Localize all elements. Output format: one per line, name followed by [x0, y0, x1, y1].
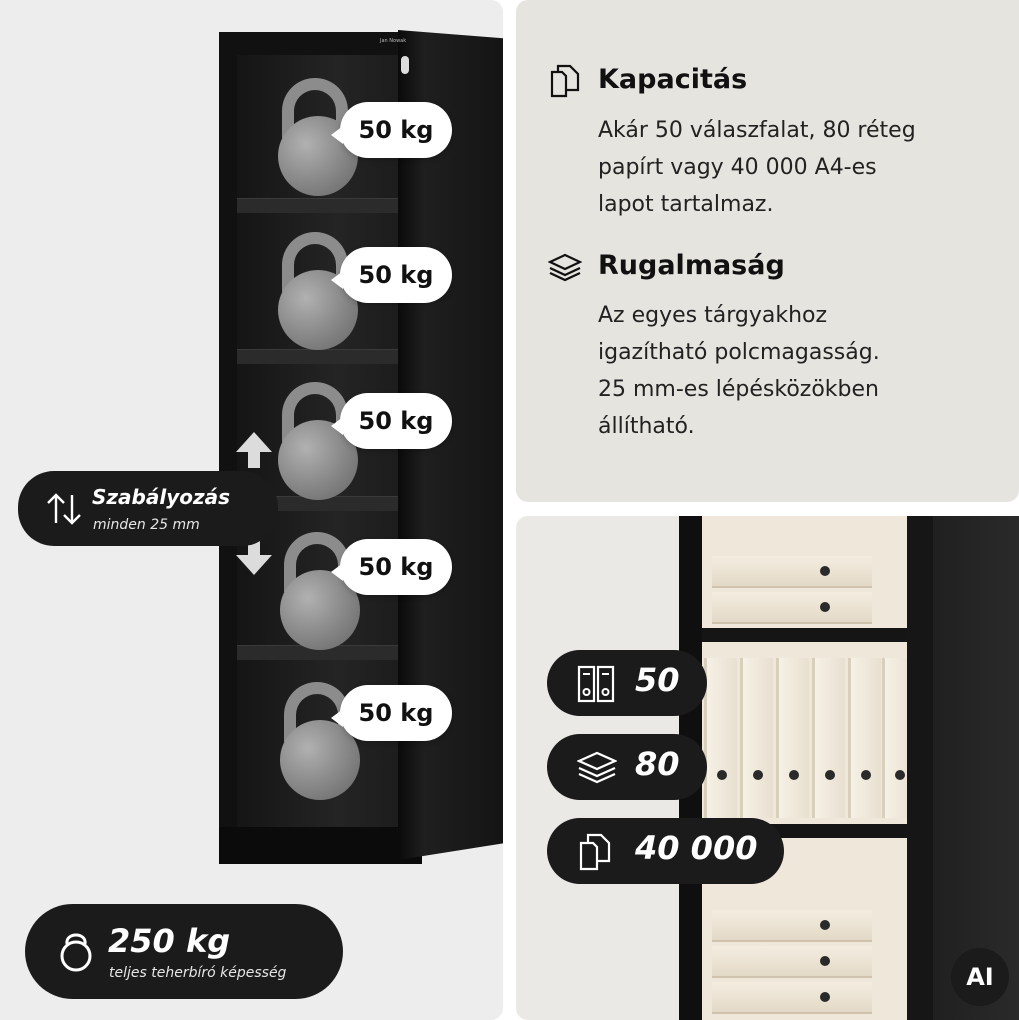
adjust-pill [18, 471, 278, 546]
stat-value: 50 [635, 661, 680, 699]
adjust-title: Szabályozás [92, 485, 231, 509]
ai-badge: AI [951, 948, 1009, 1006]
binder [848, 658, 881, 818]
cabinet-photo-rail [907, 516, 933, 1020]
archive-box [712, 982, 872, 1014]
archive-box [712, 592, 872, 624]
feature-title: Kapacitás [598, 64, 748, 95]
binders-icon [577, 665, 617, 703]
arrow-up-icon [234, 430, 274, 470]
archive-box [712, 910, 872, 942]
binder [812, 658, 845, 818]
layers-icon [548, 250, 582, 284]
cabinet-photo-door [933, 516, 1019, 1020]
stat-value: 80 [635, 745, 680, 783]
total-load-subtitle: teljes teherbíró képesség [109, 965, 287, 981]
up-down-arrows-icon [44, 489, 84, 529]
kettlebell-icon [57, 928, 95, 972]
shelf-load-label: 50 kg [340, 539, 452, 595]
total-load-pill [25, 904, 343, 999]
documents-icon [577, 833, 617, 871]
cabinet-plinth [219, 827, 422, 864]
documents-icon [548, 64, 582, 98]
sheets-stat-pill [547, 818, 784, 884]
shelf-load-label: 50 kg [340, 102, 452, 158]
brand-label: Jan Nowak [380, 38, 407, 44]
binder [704, 658, 737, 818]
door-lock [401, 56, 409, 74]
shelf-load-label: 50 kg [340, 393, 452, 449]
shelf [237, 198, 404, 213]
archive-box [712, 556, 872, 588]
total-load-value: 250 kg [108, 922, 231, 960]
layers-stat-pill [547, 734, 707, 800]
shelf [702, 628, 909, 642]
archive-box [712, 946, 872, 978]
feature-title: Rugalmaság [598, 250, 785, 281]
stack-icon [577, 749, 617, 787]
stat-value: 40 000 [635, 829, 758, 867]
shelf-load-label: 50 kg [340, 247, 452, 303]
binder [740, 658, 773, 818]
binders-stat-pill [547, 650, 707, 716]
binder [776, 658, 809, 818]
feature-description: Az egyes tárgyakhoz igazítható polcmagasság. 25 mm-es lépésközökben állítható. [598, 303, 880, 439]
adjust-subtitle: minden 25 mm [93, 517, 200, 533]
feature-description: Akár 50 válaszfalat, 80 réteg papírt vagy 40 000 A4-es lapot tartalmaz. [598, 118, 916, 217]
shelf-load-label: 50 kg [340, 685, 452, 741]
